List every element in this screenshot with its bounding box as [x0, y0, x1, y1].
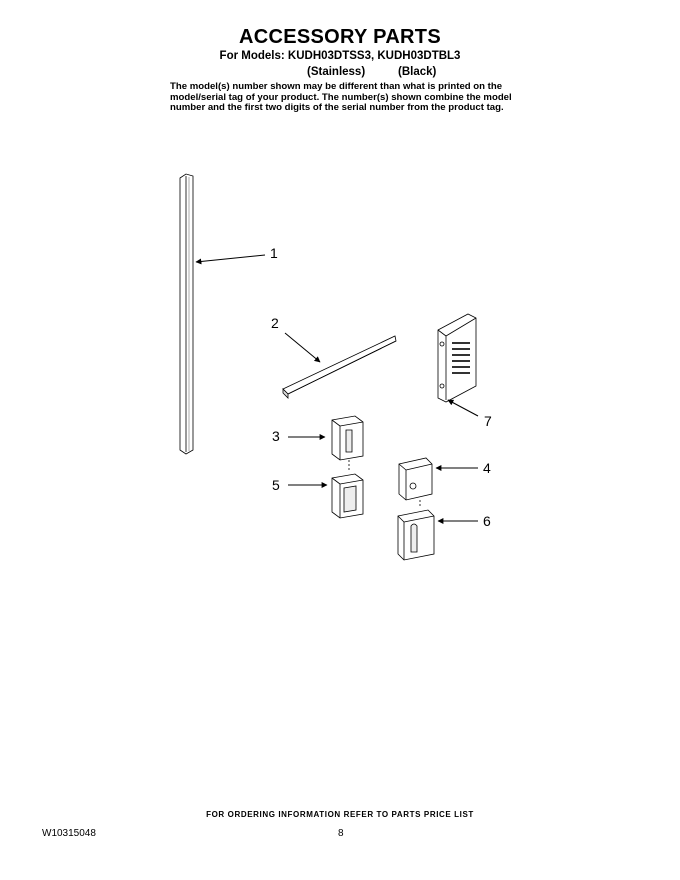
part-6-slotted-bracket	[398, 510, 434, 560]
callout-3: 3	[272, 428, 280, 444]
callout-4: 4	[483, 460, 491, 476]
note-line: The model(s) number shown may be different than what is printed on the	[170, 81, 503, 92]
part-1-side-trim	[180, 174, 193, 454]
variant-stainless: (Stainless)	[307, 66, 366, 78]
variant-black: (Black)	[398, 66, 437, 78]
callout-1: 1	[270, 245, 278, 261]
page-number: 8	[338, 828, 344, 839]
model-numbers: For Models: KUDH03DTSS3, KUDH03DTBL3	[219, 50, 461, 62]
page-title: ACCESSORY PARTS	[239, 26, 441, 48]
callout-2: 2	[271, 315, 279, 331]
callout-6: 6	[483, 513, 491, 529]
note-line: number and the first two digits of the serial number from the product tag.	[170, 102, 504, 113]
callout-7: 7	[484, 413, 492, 429]
part-7-mounting-plate	[438, 314, 476, 402]
part-5-clip	[332, 474, 363, 518]
part-3-clip	[332, 416, 363, 470]
part-4-bracket	[399, 458, 432, 508]
note-line: model/serial tag of your product. The number(s) shown combine the model	[170, 91, 512, 103]
ordering-info: FOR ORDERING INFORMATION REFER TO PARTS PRICE LIST	[206, 810, 474, 819]
callout-5: 5	[272, 477, 280, 493]
document-number: W10315048	[42, 828, 96, 839]
